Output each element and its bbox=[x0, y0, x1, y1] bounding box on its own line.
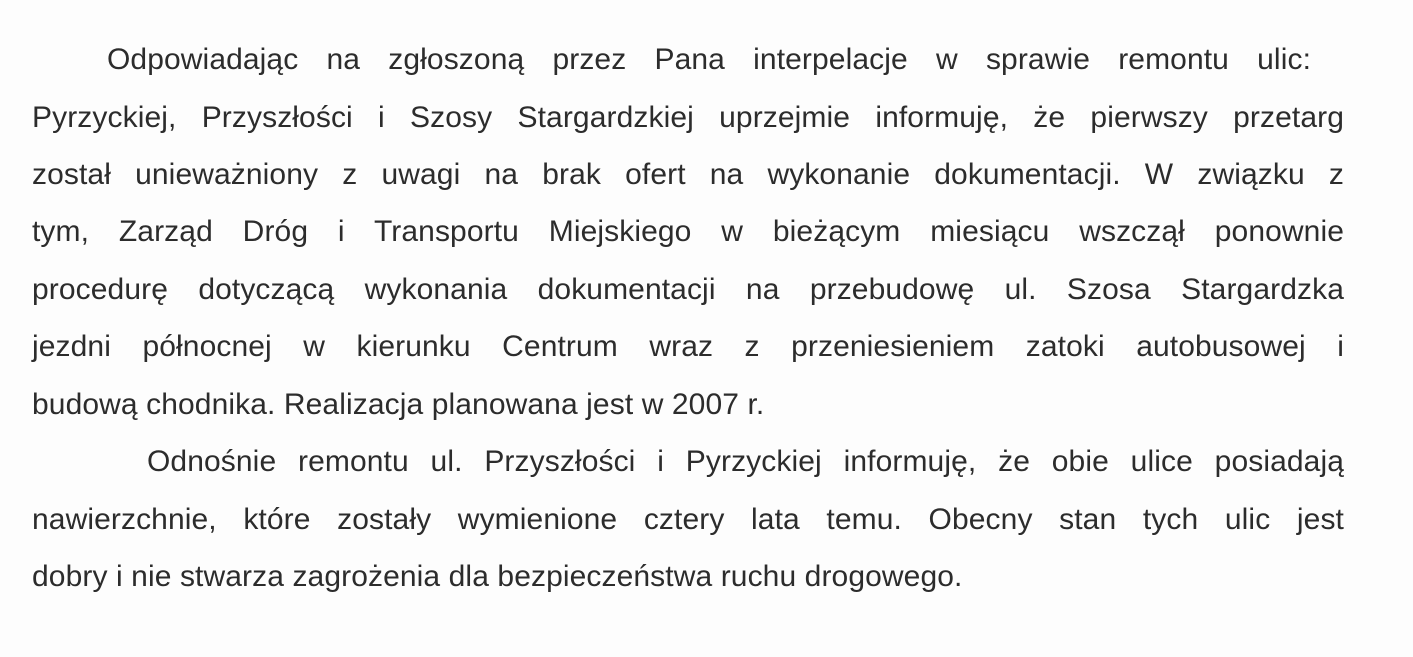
paragraph-1-line-7: budową chodnika. Realizacja planowana jest w 2007 r. bbox=[32, 388, 765, 421]
paragraph-1-line-4: tym, Zarząd Dróg i Transportu Miejskiego w bieżącym miesiącu wszczął ponownie bbox=[32, 215, 1344, 248]
paragraph-2-line-3: dobry i nie stwarza zagrożenia dla bezpieczeństwa ruchu drogowego. bbox=[32, 560, 963, 593]
paragraph-1-line-3: został unieważniony z uwagi na brak ofert na wykonanie dokumentacji. W związku z bbox=[32, 158, 1344, 191]
paragraph-2-line-2: nawierzchnie, które zostały wymienione cztery lata temu. Obecny stan tych ulic jest bbox=[32, 503, 1344, 536]
paragraph-2-line-1: Odnośnie remontu ul. Przyszłości i Pyrzyckiej informuję, że obie ulice posiadają bbox=[147, 445, 1344, 478]
paragraph-1-line-1: Odpowiadając na zgłoszoną przez Pana interpelacje w sprawie remontu ulic: bbox=[107, 43, 1311, 76]
paragraph-1-line-6: jezdni północnej w kierunku Centrum wraz z przeniesieniem zatoki autobusowej i bbox=[32, 330, 1344, 363]
paragraph-1-line-5: procedurę dotyczącą wykonania dokumentacji na przebudowę ul. Szosa Stargardzka bbox=[32, 273, 1344, 306]
paragraph-1-line-2: Pyrzyckiej, Przyszłości i Szosy Stargardzkiej uprzejmie informuję, że pierwszy przetarg bbox=[32, 101, 1344, 134]
